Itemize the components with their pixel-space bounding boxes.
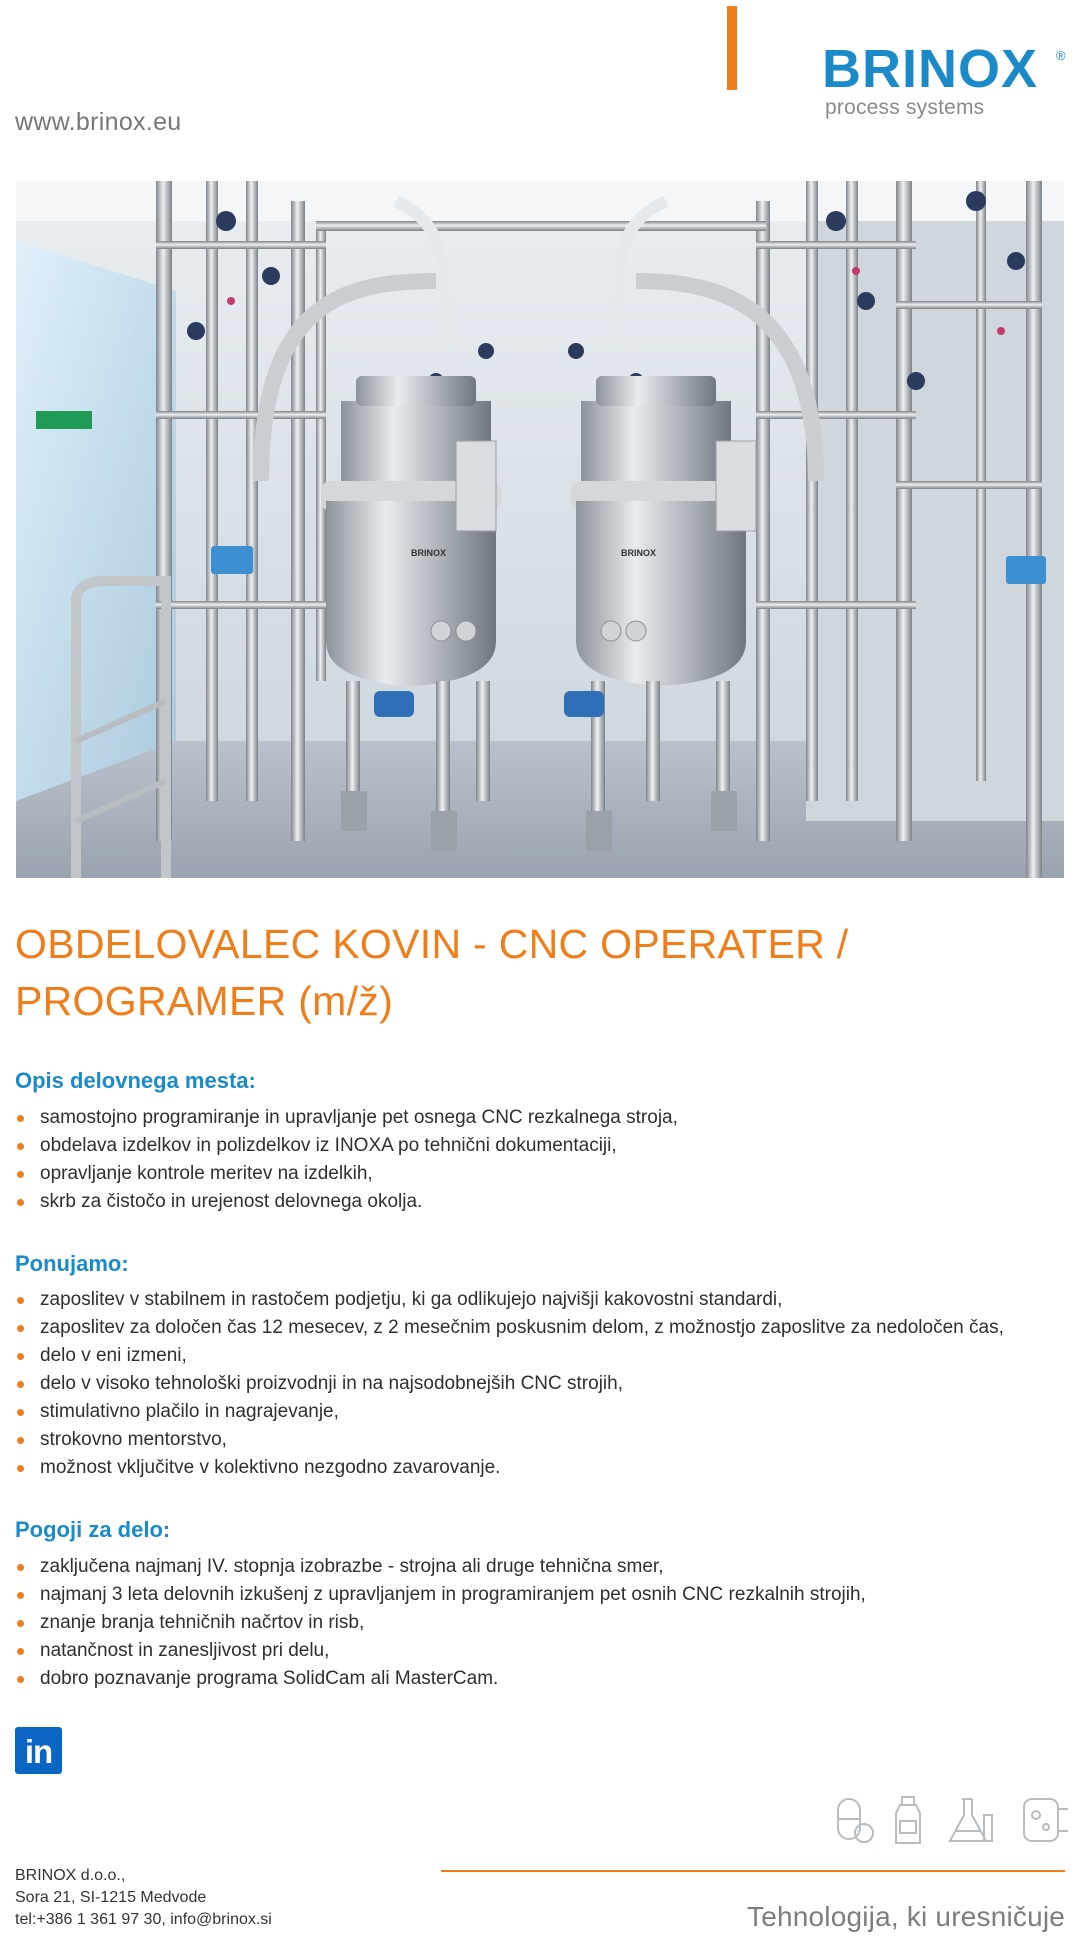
list-item: dobro poznavanje programa SolidCam ali MasterCam. bbox=[15, 1665, 1065, 1693]
process-equipment-photo bbox=[16, 181, 1064, 878]
capsule-icon bbox=[838, 1799, 873, 1842]
job-title-line2: PROGRAMER (m/ž) bbox=[15, 978, 394, 1024]
tank-label-left: BRINOX bbox=[411, 548, 447, 558]
list-item: znanje branja tehničnih načrtov in risb, bbox=[15, 1609, 1065, 1637]
list-item: opravljanje kontrole meritev na izdelkih, bbox=[15, 1160, 1065, 1188]
company-name: BRINOX d.o.o., bbox=[15, 1867, 126, 1884]
company-slogan: Tehnologija, ki uresničuje bbox=[747, 1901, 1066, 1932]
footer-divider bbox=[441, 1870, 1065, 1872]
list-item: skrb za čistočo in urejenost delovnega okolja. bbox=[15, 1188, 1065, 1216]
product-icons-row bbox=[832, 1795, 1072, 1847]
job-title-line1: OBDELOVALEC KOVIN - CNC OPERATER / bbox=[15, 921, 849, 967]
list-item: natančnost in zanesljivost pri delu, bbox=[15, 1637, 1065, 1665]
company-info bbox=[15, 1865, 272, 1931]
description-heading: Opis delovnega mesta: bbox=[15, 1068, 256, 1093]
offer-heading: Ponujamo: bbox=[15, 1251, 129, 1276]
description-list bbox=[15, 1104, 1065, 1216]
website-url[interactable]: www.brinox.eu bbox=[15, 108, 182, 136]
list-item: obdelava izdelkov in polizdelkov iz INOXA po tehnični dokumentaciji, bbox=[15, 1132, 1065, 1160]
list-item: samostojno programiranje in upravljanje pet osnega CNC rezkalnega stroja, bbox=[15, 1104, 1065, 1132]
company-contact[interactable]: tel:+386 1 361 97 30, info@brinox.si bbox=[15, 1911, 272, 1928]
list-item: stimulativno plačilo in nagrajevanje, bbox=[15, 1398, 1065, 1426]
company-address: Sora 21, SI-1215 Medvode bbox=[15, 1889, 207, 1906]
requirements-list bbox=[15, 1553, 1065, 1693]
brinox-logo bbox=[822, 39, 1070, 120]
list-item: zaposlitev za določen čas 12 mesecev, z 2 mesečnim poskusnim delom, z možnostjo zaposlitve za nedoločen čas, bbox=[15, 1314, 1065, 1342]
linkedin-icon[interactable]: in bbox=[15, 1727, 62, 1774]
list-item: strokovno mentorstvo, bbox=[15, 1426, 1065, 1454]
logo-subtitle: process systems bbox=[825, 96, 985, 119]
logo-registered-mark: ® bbox=[1056, 48, 1066, 63]
photo-illustration bbox=[16, 181, 1064, 878]
tank-icon bbox=[1024, 1799, 1068, 1841]
list-item: zaključena najmanj IV. stopnja izobrazbe - strojna ali druge tehnična smer, bbox=[15, 1553, 1065, 1581]
flask-icon bbox=[950, 1799, 992, 1841]
logo-name: BRINOX bbox=[822, 39, 1039, 99]
list-item: delo v eni izmeni, bbox=[15, 1342, 1065, 1370]
header-accent-bar bbox=[727, 6, 737, 90]
bottle-icon bbox=[896, 1797, 920, 1843]
requirements-heading: Pogoji za delo: bbox=[15, 1517, 171, 1542]
list-item: zaposlitev v stabilnem in rastočem podjetju, ki ga odlikujejo najvišji kakovostni standardi, bbox=[15, 1286, 1065, 1314]
list-item: delo v visoko tehnološki proizvodnji in na najsodobnejših CNC strojih, bbox=[15, 1370, 1065, 1398]
offer-list bbox=[15, 1286, 1065, 1482]
tank-label-right: BRINOX bbox=[621, 548, 657, 558]
job-title bbox=[15, 916, 1055, 1030]
list-item: možnost vključitve v kolektivno nezgodno zavarovanje. bbox=[15, 1454, 1065, 1482]
list-item: najmanj 3 leta delovnih izkušenj z upravljanjem in programiranjem pet osnih CNC rezkalnih strojih, bbox=[15, 1581, 1065, 1609]
